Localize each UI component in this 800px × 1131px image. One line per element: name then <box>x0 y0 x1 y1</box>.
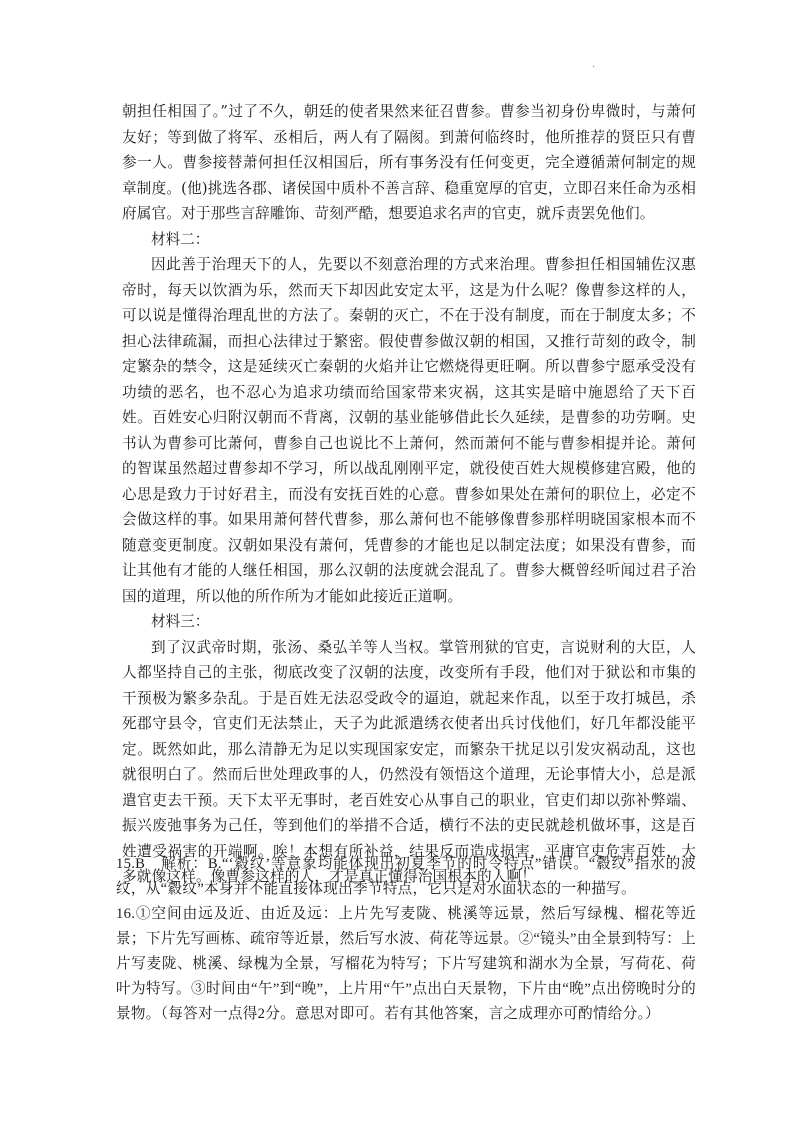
material3-text: 到了汉武帝时期，张汤、桑弘羊等人当权。掌管刑狱的官吏，言说财利的大臣，人人都坚持自己的主张，彻底改变了汉朝的法度，改变所有手段，他们对于狱讼和市集的干预极为繁多杂乱。于是百姓无法忍受政令的逼迫，就起来作乱，以至于攻打城邑，杀死郡守县令，官吏们无法禁止，天子为此派遣绣衣使者出兵讨伐他们，好几年都没能平定。既然如此，那么清静无为足以实现国家安定，而繁杂干扰足以引发灾祸动乱，这也就很明白了。然而后世处理政事的人，仍然没有领悟这个道理，无论事情大小，总是派遣官吏去干预。天下太平无事时，老百姓安心从事自己的职业，官吏们却以弥补弊端、振兴废弛事务为己任，等到他们的举措不合适，横行不法的吏民就趁机做坏事，这是百姓遭受祸害的开端啊。唉！本想有所补益，结果反而造成损害，平庸官吏危害百姓，大多就像这样。像曹参这样的人，才是真正懂得治国根本的人啊！ <box>122 638 696 885</box>
corner-mark: · <box>592 62 596 73</box>
answer-15: 15.B 解析：B.“‘縠纹’等意象均能体现出初夏季节的时令特点”错误。“縠纹”指水的波纹，从“縠纹”本身并不能直接体现出季节特点，它只是对水面状态的一种描写。 <box>116 856 696 897</box>
translation-body <box>122 99 696 890</box>
answer-section <box>116 852 696 1027</box>
material2-heading: 材料二： <box>151 230 210 248</box>
answer-16: 16.①空间由远及近、由近及远：上片先写麦陇、桃溪等远景，然后写绿槐、榴花等近景；下片先写画栋、疏帘等近景，然后写水波、荷花等远景。②“镜头”由全景到特写：上片写麦陇、桃溪、绿槐为全景，写榴花为特写；下片写建筑和湖水为全景，写荷花、荷叶为特写。③时间由“午”到“晚”，上片用“午”点出白天景物，下片由“晚”点出傍晚时分的景物。（每答对一点得2分。意思对即可。若有其他答案，言之成理亦可酌情给分。） <box>116 906 696 1022</box>
intro-paragraph: 朝担任相国了。”过了不久，朝廷的使者果然来征召曹参。曹参当初身份卑微时，与萧何友好；等到做了将军、丞相后，两人有了隔阂。到萧何临终时，他所推荐的贤臣只有曹参一人。曹参接替萧何担任汉相国后，所有事务没有任何变更，完全遵循萧何制定的规章制度。(他)挑选各郡、诸侯国中质朴不善言辞、稳重宽厚的官吏，立即召来任命为丞相府属官。对于那些言辞雕饰、苛刻严酷，想要追求名声的官吏，就斥责罢免他们。 <box>122 103 696 222</box>
material2-text: 因此善于治理天下的人，先要以不刻意治理的方式来治理。曹参担任相国辅佐汉惠帝时，每天以饮酒为乐，然而天下却因此安定太平，这是为什么呢？像曹参这样的人，可以说是懂得治理乱世的方法了。秦朝的灭亡，不在于没有制度，而在于制度太多；不担心法律疏漏，而担心法律过于繁密。假使曹参做汉朝的相国，又推行苛刻的政令，制定繁杂的禁令，这是延续灭亡秦朝的火焰并让它燃烧得更旺啊。所以曹参宁愿承受没有功绩的恶名，也不忍心为追求功绩而给国家带来灾祸，这其实是暗中施恩给了天下百姓。百姓安心归附汉朝而不背离，汉朝的基业能够借此长久延续，是曹参的功劳啊。史书认为曹参可比萧何，曹参自己也说比不上萧何，然而萧何不能与曹参相提并论。萧何的智谋虽然超过曹参却不学习，所以战乱刚刚平定，就役使百姓大规模修建宫殿，他的心思是致力于讨好君主，而没有安抚百姓的心意。曹参如果处在萧何的职位上，必定不会做这样的事。如果用萧何替代曹参，那么萧何也不能够像曹参那样明晓国家根本而不随意变更制度。汉朝如果没有萧何，凭曹参的才能也足以制定法度；如果没有曹参，而让其他有才能的人继任相国，那么汉朝的法度就会混乱了。曹参大概曾经听闻过君子治国的道理，所以他的所作所为才能如此接近正道啊。 <box>122 256 696 605</box>
material3-heading: 材料三： <box>151 613 210 630</box>
